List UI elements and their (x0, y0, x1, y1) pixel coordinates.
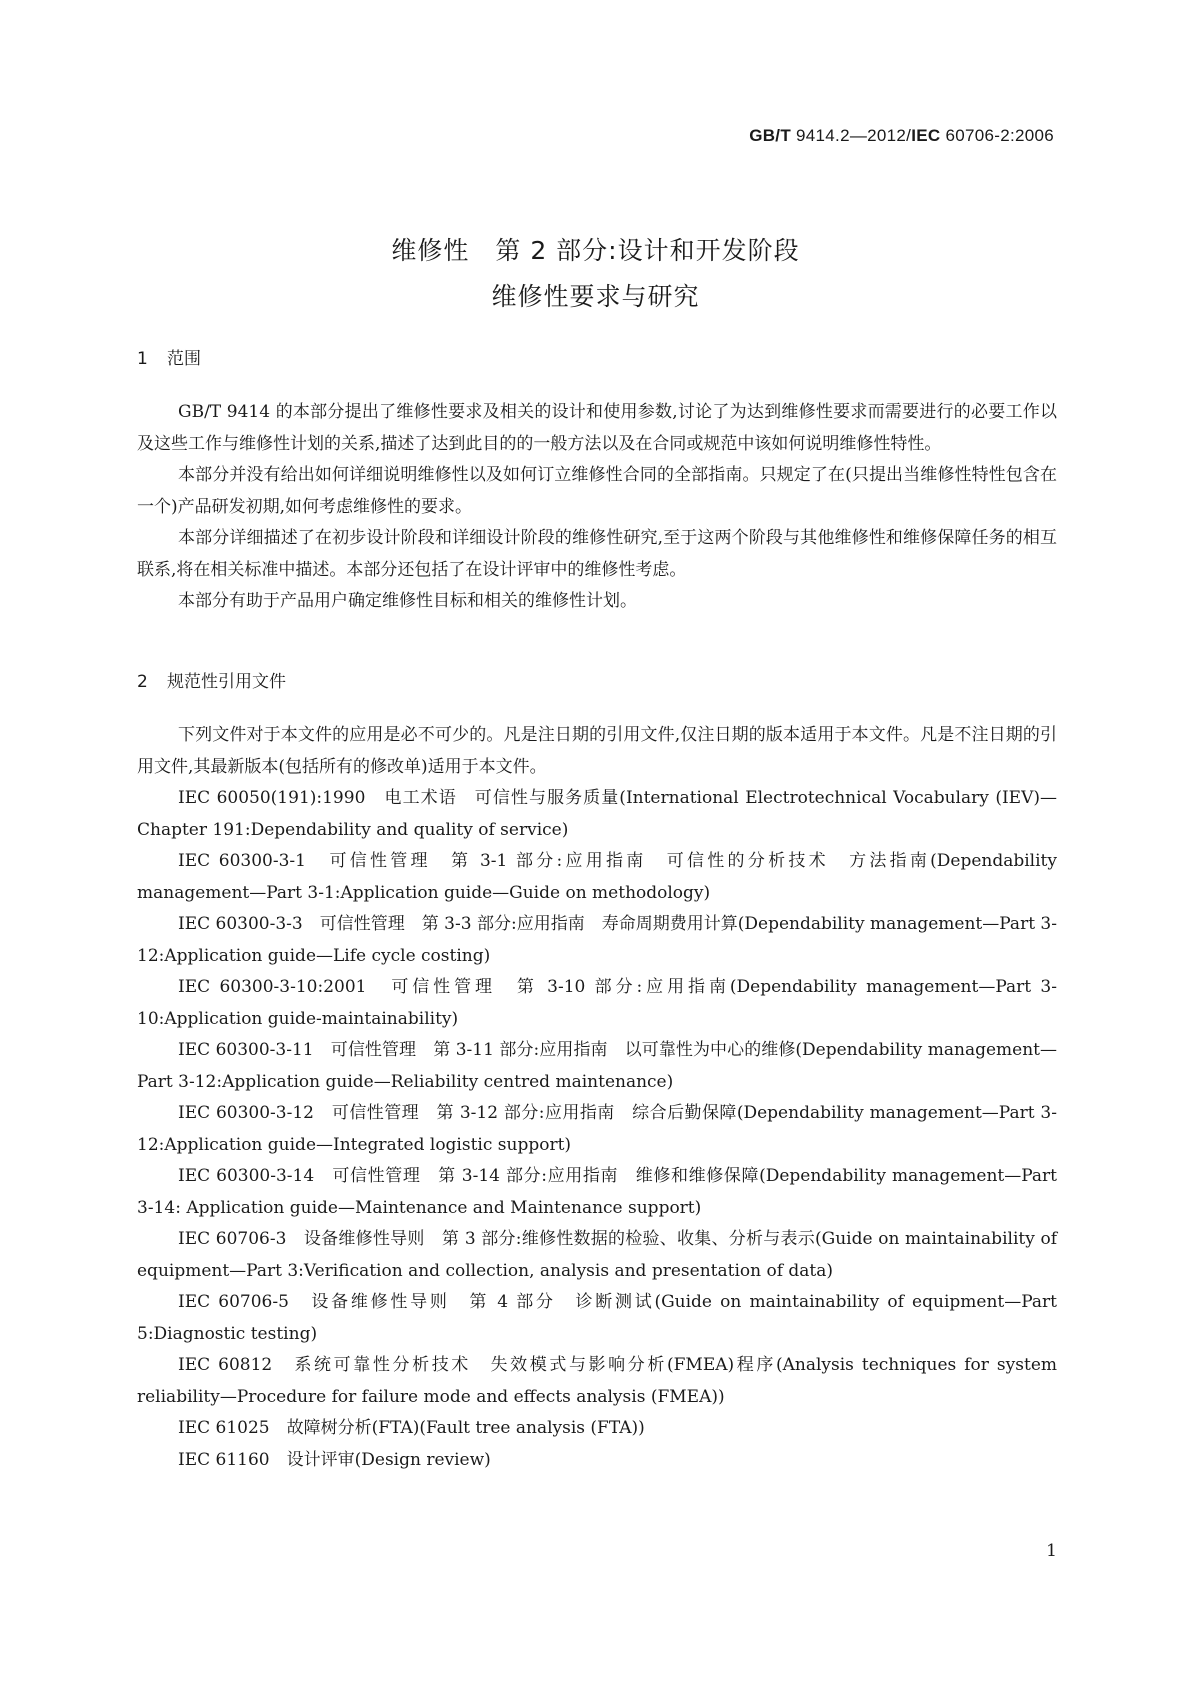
reference-item: IEC 60300-3-11 可信性管理 第 3-11 部分:应用指南 以可靠性为中心的维修(Dependability management—Part 3-12:Application guide—Reliability centred maintenance) (137, 1040, 1057, 1092)
section-2-number: 2 (137, 672, 148, 692)
section-1-heading (137, 344, 201, 369)
section-1-title: 范围 (167, 349, 201, 369)
section-1-body (137, 397, 1057, 618)
section-2-heading (137, 667, 286, 692)
paragraph: 本部分详细描述了在初步设计阶段和详细设计阶段的维修性研究,至于这两个阶段与其他维修性和维修保障任务的相互联系,将在相关标准中描述。本部分还包括了在设计评审中的维修性考虑。 (137, 528, 1057, 580)
reference-item: IEC 61025 故障树分析(FTA)(Fault tree analysis (FTA)) (178, 1418, 645, 1438)
paragraph: 本部分有助于产品用户确定维修性目标和相关的维修性计划。 (178, 591, 637, 611)
paragraph: 本部分并没有给出如何详细说明维修性以及如何订立维修性合同的全部指南。只规定了在(只提出当维修性特性包含在一个)产品研发初期,如何考虑维修性的要求。 (137, 465, 1057, 517)
title-line-2: 维修性要求与研究 (491, 282, 700, 311)
reference-item: IEC 60050(191):1990 电工术语 可信性与服务质量(International Electrotechnical Vocabulary (IEV)—Chapter 191:Dependability and quality of service) (137, 788, 1057, 840)
standard-code-iec: IEC (911, 126, 941, 145)
reference-item: IEC 60812 系统可靠性分析技术 失效模式与影响分析(FMEA)程序(Analysis techniques for system reliability—Procedure for failure mode and effects analysis (FMEA)) (137, 1355, 1057, 1407)
reference-item: IEC 60300-3-14 可信性管理 第 3-14 部分:应用指南 维修和维修保障(Dependability management—Part 3-14: Application guide—Maintenance and Maintenance support) (137, 1166, 1057, 1218)
document-title (0, 228, 1191, 320)
reference-item: IEC 60300-3-10:2001 可信性管理 第 3-10 部分:应用指南(Dependability management—Part 3-10:Application guide-maintainability) (137, 977, 1057, 1029)
section-1-number: 1 (137, 349, 148, 369)
reference-item: IEC 61160 设计评审(Design review) (178, 1449, 491, 1470)
reference-item: IEC 60300-3-12 可信性管理 第 3-12 部分:应用指南 综合后勤保障(Dependability management—Part 3-12:Application guide—Integrated logistic support) (137, 1103, 1057, 1155)
standard-code-number: 9414.2—2012/ (791, 126, 912, 145)
section-2-title: 规范性引用文件 (167, 672, 286, 692)
title-line-1: 维修性 第 2 部分:设计和开发阶段 (391, 236, 800, 265)
reference-item: IEC 60706-3 设备维修性导则 第 3 部分:维修性数据的检验、收集、分析与表示(Guide on maintainability of equipment—Part 3:Verification and collection, analysis and presentation of data) (137, 1229, 1057, 1281)
standard-code-prefix: GB/T (749, 126, 792, 145)
section-2-body (137, 720, 1057, 1476)
page-number: 1 (1046, 1541, 1057, 1561)
reference-item: IEC 60300-3-1 可信性管理 第 3-1 部分:应用指南 可信性的分析技术 方法指南(Dependability management—Part 3-1:Application guide—Guide on methodology) (137, 851, 1057, 903)
paragraph: GB/T 9414 的本部分提出了维修性要求及相关的设计和使用参数,讨论了为达到维修性要求而需要进行的必要工作以及这些工作与维修性计划的关系,描述了达到此目的的一般方法以及在合同或规范中该如何说明维修性特性。 (137, 402, 1057, 454)
reference-item: IEC 60300-3-3 可信性管理 第 3-3 部分:应用指南 寿命周期费用计算(Dependability management—Part 3-12:Application guide—Life cycle costing) (137, 914, 1057, 966)
standard-code (749, 126, 1054, 146)
standard-code-iec-number: 60706-2:2006 (940, 126, 1054, 145)
paragraph: 下列文件对于本文件的应用是必不可少的。凡是注日期的引用文件,仅注日期的版本适用于本文件。凡是不注日期的引用文件,其最新版本(包括所有的修改单)适用于本文件。 (137, 725, 1057, 777)
reference-item: IEC 60706-5 设备维修性导则 第 4 部分 诊断测试(Guide on maintainability of equipment—Part 5:Diagnostic testing) (137, 1292, 1057, 1344)
